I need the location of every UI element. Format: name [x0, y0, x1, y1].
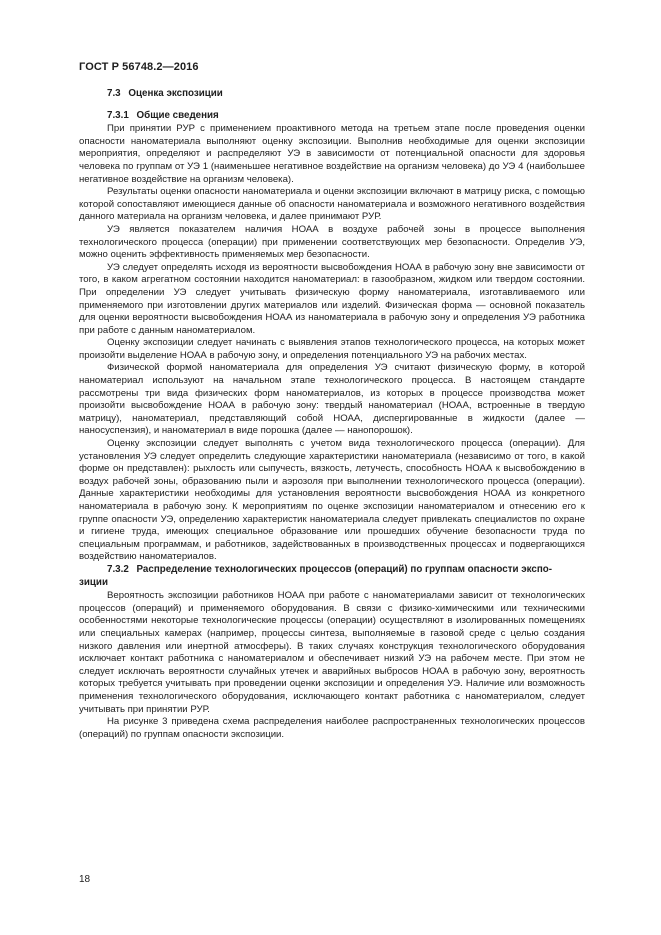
section-number: 7.3	[107, 88, 121, 99]
section-heading-7-3	[79, 88, 585, 101]
subsection-title-continuation: зиции	[79, 576, 108, 588]
paragraph: УЭ является показателем наличия НОАА в воздухе рабочей зоны в процессе выполнения технологического процесса (операции) при применении соответствующих мер безопасности. Определив УЭ, можно оценить эффективность применяемых мер безопасности.	[79, 223, 585, 261]
subsection-number: 7.3.1	[107, 109, 129, 121]
section-title: Оценка экспозиции	[128, 88, 223, 99]
paragraph: Оценку экспозиции следует выполнять с учетом вида технологического процесса (операции). Для установления УЭ следует определить следующие характеристики наноматериала (независимо от того, в какой форме он представлен): рыхлость или сыпучесть, вязкость, летучесть, способность НОАА к высвобождению в воздух рабочей зоны, образованию пыли и аэрозоля при выполнении технологического процесса (операции). Данные характеристики необходимы для установления вероятности высвобождения НОАА из конкретного наноматериала в рабочую зону. К мероприятиям по оценке экспозиции наноматериалом и отнесению его к группе опасности УЭ, определению характеристик наноматериала следует привлекать специалистов по охране и гигиене труда, имеющих специальное образование или прошедших обучение безопасности труда по специальным программам, и работников, задействованных в производственных процессах и подвергающихся воздействию наноматериалов.	[79, 438, 585, 563]
subsection-title: Общие сведения	[136, 109, 219, 121]
page-number: 18	[79, 874, 91, 885]
paragraph: Результаты оценки опасности наноматериала и оценки экспозиции включают в матрицу риска, с помощью которой сопоставляют имеющиеся данные об опасности наноматериала и возможного негативного воздействия данного материала на организм человека, и далее принимают РУР.	[79, 186, 585, 223]
subsection-heading-7-3-1	[79, 110, 585, 123]
paragraph: Оценку экспозиции следует начинать с выявления этапов технологического процесса, на которых может произойти выделение НОАА в рабочую зону, и определения потенциального УЭ на рабочих местах.	[79, 337, 585, 361]
paragraph: Вероятность экспозиции работников НОАА при работе с наноматериалами зависит от технологических процессов (операций) и применяемого оборудования. В связи с физико-химическими или техническими особенностями некоторые технологические процессы (операции) осуществляют в изолированных помещениях или специальных камерах (например, процессы синтеза, выполняемые в газовой среде с целью создания низкого давления или инертной атмосферы). В таких случаях конструкция технологического оборудования исключает контакт работника с наноматериалом и обеспечивает низкий УЭ на рабочем месте. При этом не следует исключать вероятности случайных утечек и аварийных выбросов НОАА в рабочую зону, вероятность которых требуется учитывать при проведении оценки экспозиции и определения УЭ. Наличие или возможность применения технологического оборудования, исключающего контакт работника с наноматериалом, следует учитывать при принятии РУР.	[79, 590, 585, 715]
subsection-number: 7.3.2	[107, 563, 129, 575]
paragraph: При принятии РУР с применением проактивного метода на третьем этапе после проведения оценки опасности наноматериала выполняют оценку экспозиции. Выполнив необходимые для оценки экспозиции мероприятия, определяют и распределяют УЭ в зависимости от потенциальной опасности для здоровья человека по группам от УЭ 1 (наименьшее негативное воздействие на организм человека) до УЭ 4 (наибольшее негативное воздействие на организм человека).	[79, 123, 585, 185]
paragraph: УЭ следует определять исходя из вероятности высвобождения НОАА в рабочую зону вне зависимости от того, в каком агрегатном состоянии находится наноматериал: в газообразном, жидком или твердом состоянии. При определении УЭ следует учитывать физическую форму наноматериала, изготавливаемого или применяемого при изготовлении других материалов или изделий. Физическая форма — основной показатель для оценки вероятности высвобождения НОАА из наноматериала в рабочую зону и определения УЭ работника при работе с данным наноматериалом.	[79, 261, 585, 336]
document-body	[79, 88, 585, 741]
subsection-heading-7-3-2	[79, 564, 585, 577]
paragraph: На рисунке 3 приведена схема распределения наиболее распространенных технологических процессов (операций) по группам опасности экспозиции.	[79, 716, 585, 740]
document-header: ГОСТ Р 56748.2—2016	[79, 61, 199, 73]
subsection-title: Распределение технологических процессов (операций) по группам опасности экспо-	[136, 563, 553, 575]
paragraph: Физической формой наноматериала для определения УЭ считают физическую форму, в которой наноматериал используют на начальном этапе технологического процесса. В настоящем стандарте рассмотрены три вида физических форм наноматериалов, из которых в процессе производства может произойти высвобождение НОАА в рабочую зону: твердый наноматериал (НОАА, встроенные в твердую матрицу), наноматериал, представляющий собой НОАА, диспергированные в жидкости (далее — наносуспензия), и наноматериал в виде порошка (далее — нанопорошок).	[79, 362, 585, 437]
